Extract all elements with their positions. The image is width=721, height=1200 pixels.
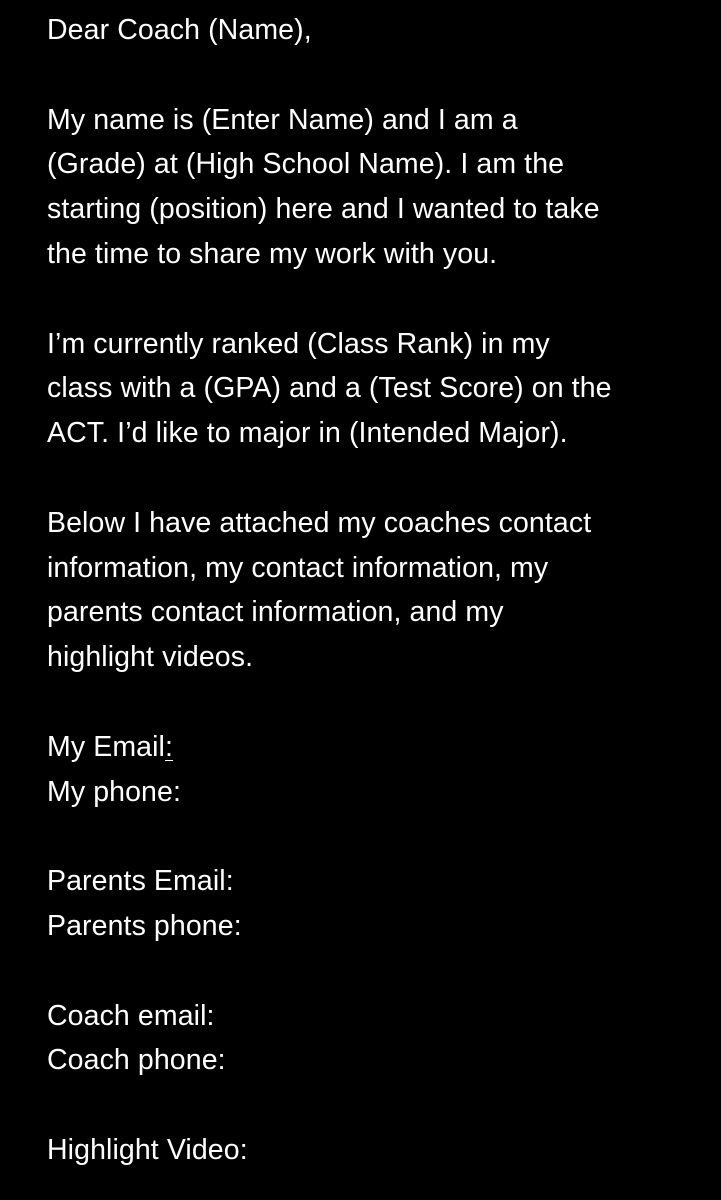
academics-line: class with a (GPA) and a (Test Score) on the xyxy=(47,372,612,405)
parents-email-line: Parents Email: xyxy=(47,865,234,898)
greeting-paragraph xyxy=(47,8,707,53)
my-email-line xyxy=(47,725,707,770)
academics-line: I’m currently ranked (Class Rank) in my xyxy=(47,327,550,360)
highlight-block xyxy=(47,1128,707,1173)
coach-email-line: Coach email: xyxy=(47,999,215,1032)
parents-contact-block xyxy=(47,859,707,949)
my-email-colon: : xyxy=(164,730,174,763)
my-phone-line: My phone: xyxy=(47,775,181,808)
note-body[interactable] xyxy=(47,8,707,1173)
my-email-label: My Email xyxy=(47,730,165,763)
my-contact-block xyxy=(47,725,707,815)
intro-line: (Grade) at (High School Name). I am the xyxy=(47,148,565,181)
intro-line: the time to share my work with you. xyxy=(47,237,498,270)
intro-paragraph xyxy=(47,98,707,277)
parents-phone-line: Parents phone: xyxy=(47,909,242,942)
intro-line: starting (position) here and I wanted to take xyxy=(47,193,600,226)
highlight-video-line: Highlight Video: xyxy=(47,1133,248,1166)
coach-phone-line: Coach phone: xyxy=(47,1044,226,1077)
academics-line: ACT. I’d like to major in (Intended Major). xyxy=(47,417,568,450)
academics-paragraph xyxy=(47,322,707,456)
greeting-line: Dear Coach (Name), xyxy=(47,14,312,46)
attachments-line: parents contact information, and my xyxy=(47,596,504,629)
coach-contact-block xyxy=(47,994,707,1084)
attachments-line: highlight videos. xyxy=(47,641,254,674)
attachments-paragraph xyxy=(47,501,707,680)
attachments-line: information, my contact information, my xyxy=(47,551,549,584)
attachments-line: Below I have attached my coaches contact xyxy=(47,506,592,539)
intro-line: My name is (Enter Name) and I am a xyxy=(47,103,518,136)
